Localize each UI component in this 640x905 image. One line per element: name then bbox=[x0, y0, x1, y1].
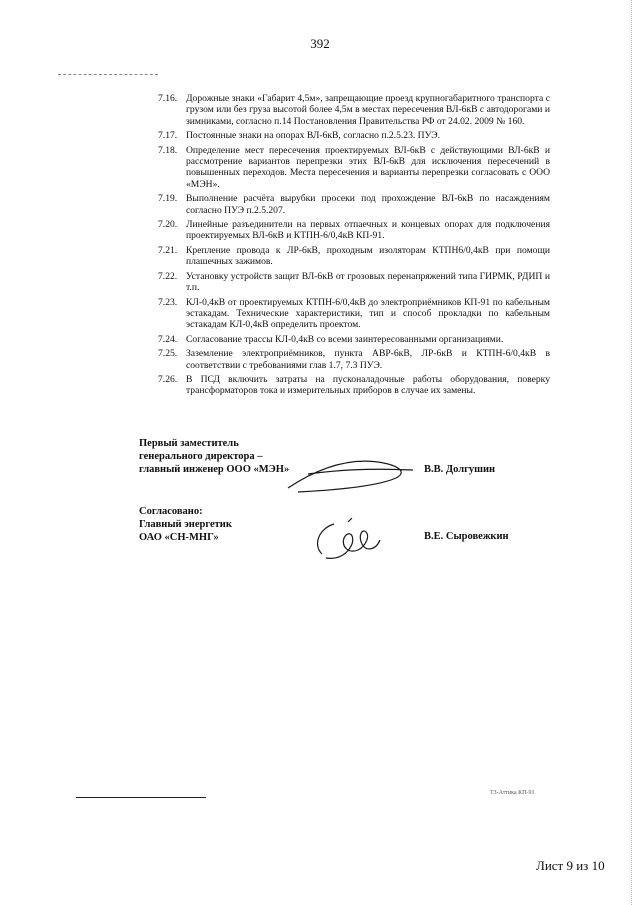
item-number: 7.22. bbox=[158, 270, 178, 282]
document-code-stamp: ТЗ-Аттика КП-91 bbox=[490, 790, 535, 796]
item-text: Определение мест пересечения проектируемых ВЛ-6кВ с действующими ВЛ-6кВ и рассмотрение вариантов перепрезки этих ВЛ-6кВ для исключения пересечений в повышенных переходов. Места пересечения и варианты перепрезки согласовать с ООО «МЭН». bbox=[186, 144, 550, 190]
item-text: Установку устройств защит ВЛ-6кВ от грозовых перенапряжений типа ГИРМК, РДИП и т.п. bbox=[186, 270, 550, 294]
list-item bbox=[158, 93, 550, 127]
page-number: 392 bbox=[310, 36, 330, 51]
sheet-number: Лист 9 из 10 bbox=[536, 858, 605, 873]
item-number: 7.17. bbox=[158, 130, 178, 142]
item-number: 7.25. bbox=[158, 348, 178, 360]
scan-edge-line bbox=[631, 0, 632, 905]
signatory-2-title bbox=[139, 505, 232, 544]
requirements-list bbox=[158, 93, 550, 400]
item-text: КЛ-0,4кВ от проектируемых КТПН-6/0,4кВ до электроприёмников КП-91 по кабельным эстакадам. Технические характеристики, тип и способ прокладки по кабельным эстакадам КЛ-0,4кВ определить проектом. bbox=[186, 296, 550, 331]
item-text: Крепление провода к ЛР-6кВ, проходным изоляторам КТПН6/0,4кВ при помощи плашечных зажимов. bbox=[186, 244, 550, 268]
item-text: Дорожные знаки «Габарит 4,5м», запрещающие проезд крупногабаритного транспорта с грузом или без груза высотой более 4,5м в местах пересечения ВЛ-6кВ с автодорогами и зимниками, согласно п.14 Постановления Правительства РФ от 24.02. 2009 № 160. bbox=[186, 93, 550, 127]
signatory-1-line3: главный инженер ООО «МЭН» bbox=[139, 464, 290, 475]
list-item bbox=[158, 145, 550, 191]
signature-2-icon bbox=[308, 514, 388, 569]
list-item bbox=[158, 245, 550, 268]
item-number: 7.24. bbox=[158, 333, 178, 345]
list-item bbox=[158, 334, 550, 345]
item-number: 7.18. bbox=[158, 144, 178, 156]
item-number: 7.26. bbox=[158, 373, 178, 385]
signatory-1-title bbox=[139, 437, 289, 476]
signatory-1-name: В.В. Долгушин bbox=[424, 464, 496, 475]
item-number: 7.23. bbox=[158, 296, 178, 308]
list-item bbox=[158, 219, 550, 242]
list-item bbox=[158, 130, 550, 141]
scan-artifact-line bbox=[58, 74, 158, 75]
signatory-2-line1: Согласовано: bbox=[139, 506, 203, 517]
signature-1-icon bbox=[278, 448, 418, 498]
list-item bbox=[158, 297, 550, 331]
signatory-1-line2: генерального директора – bbox=[139, 451, 263, 462]
list-item bbox=[158, 271, 550, 294]
item-text: Согласование трассы КЛ-0,4кВ со всеми заинтересованными организациями. bbox=[186, 333, 504, 345]
item-text: Выполнение расчёта вырубки просеки под прохождение ВЛ-6кВ по насаждениям согласно ПУЭ п.2.5.207. bbox=[186, 193, 550, 216]
item-text: Линейные разъединители на первых отпаечных и концевых опорах для подключения проектируемых ВЛ-6кВ и КТПН-6/0,4кВ КП-91. bbox=[186, 219, 550, 242]
signatory-2-name: В.Е. Сыровежкин bbox=[424, 531, 509, 542]
list-item bbox=[158, 374, 550, 397]
item-number: 7.21. bbox=[158, 244, 178, 256]
signatory-2-line3: ОАО «СН-МНГ» bbox=[139, 532, 219, 543]
item-number: 7.19. bbox=[158, 193, 178, 205]
signatory-1-line1: Первый заместитель bbox=[139, 438, 239, 449]
item-text: Заземление электроприёмников, пункта АВР-6кВ, ЛР-6кВ и КТПН-6/0,4кВ в соответствии с требованиями глав 1.7, 7.3 ПУЭ. bbox=[186, 348, 550, 371]
item-number: 7.16. bbox=[158, 93, 178, 104]
item-number: 7.20. bbox=[158, 219, 178, 231]
item-text: Постоянные знаки на опорах ВЛ-6кВ, согласно п.2.5.23. ПУЭ. bbox=[186, 130, 440, 142]
list-item bbox=[158, 193, 550, 216]
signatory-2-line2: Главный энергетик bbox=[139, 519, 232, 530]
list-item bbox=[158, 348, 550, 371]
footnote-separator bbox=[76, 797, 206, 798]
item-text: В ПСД включить затраты на пусконаладочные работы оборудования, поверку трансформаторов тока и измерительных приборов в случае их замены. bbox=[186, 373, 550, 397]
